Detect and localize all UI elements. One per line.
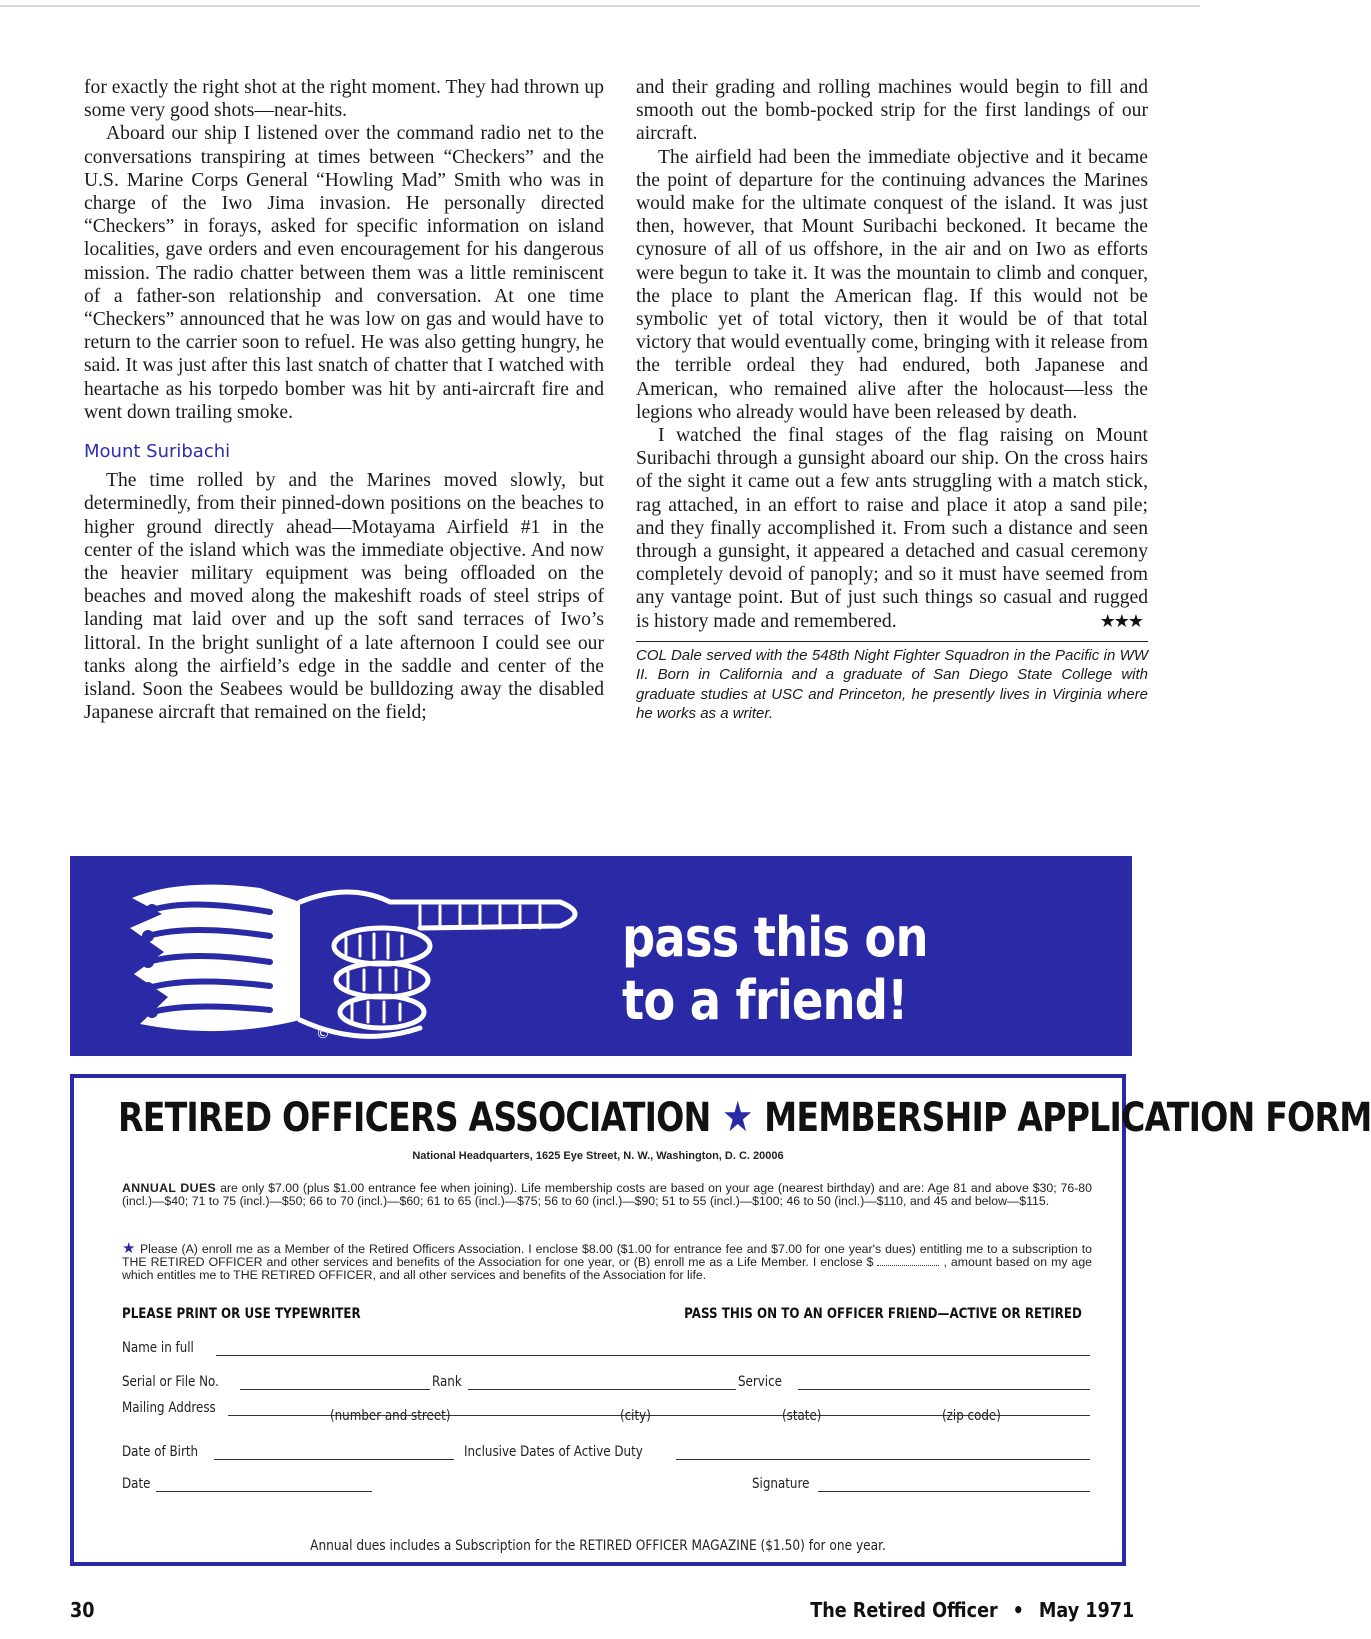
page-number: 30 [70,1598,95,1622]
annual-dues-footnote: Annual dues includes a Subscription for the RETIRED OFFICER MAGAZINE ($1.50) for one year. [310,1538,886,1554]
footer-separator: • [1012,1598,1024,1622]
form-title-left: RETIRED OFFICERS ASSOCIATION [118,1095,711,1141]
rank-label: Rank [432,1374,462,1390]
print-instruction: PLEASE PRINT OR USE TYPEWRITER [122,1306,361,1322]
article-left-column [84,76,604,724]
issue-date: May 1971 [1038,1598,1134,1622]
name-line[interactable] [216,1355,1090,1356]
slogan-line-1: pass this on [622,906,928,969]
slogan-line-2: to a friend! [622,969,908,1032]
name-label: Name in full [122,1340,194,1356]
rank-line[interactable] [468,1389,736,1390]
birth-line[interactable] [214,1459,454,1460]
author-bio: COL Dale served with the 548th Night Fighter Squadron in the Pacific in WW II. Born in California and a graduate of San Diego State College with graduate studies at USC and Princeton, he presently lives in Virginia where he works as a writer. [636,641,1148,724]
article-right-column [636,76,1148,724]
membership-application-form [70,1074,1371,1566]
amount-blank[interactable] [877,1265,939,1266]
serial-label: Serial or File No. [122,1374,219,1390]
date-signature-row [122,1472,1090,1494]
active-duty-line[interactable] [676,1459,1090,1460]
form-title [118,1092,1371,1141]
address-label: Mailing Address [122,1400,216,1416]
paragraph: Aboard our ship I listened over the command radio net to the conversations transpiring at times between “Checkers” and the U.S. Marine Corps General “Howling Mad” Smith who was in charge of the Iwo Jima invasion. He personally directed “Checkers” in forays, asked for specific information on island localities, gave orders and even encouragement for his dangerous mission. The radio chatter between them was a little reminiscent of a father-son relationship and conversation. At one time “Checkers” announced that he was low on gas and would have to return to the carrier soon to refuel. He was also getting hungry, he said. It was just after this last snatch of chatter that I watched with heartache as his torpedo bomber was hit by anti-aircraft fire and went down trailing smoke. [84,123,604,423]
star-icon: ★ [722,1092,753,1141]
active-duty-label: Inclusive Dates of Active Duty [464,1444,643,1460]
copyright-mark: © [316,1026,330,1042]
paragraph: The time rolled by and the Marines moved slowly, but determinedly, from their pinned-down positions on the beaches to higher ground directly ahead—Motayama Airfield #1 in the center of the island which was the immediate objective. And now the heavier military equipment was being offloaded on the beaches and moved along the makeshift roads of steel strips of landing mat laid over and up the soft sand terraces of Iwo’s littoral. In the bright sunlight of a late afternoon I could see our tanks along the airfield’s edge in the saddle and center of the island. Soon the Seabees would be bulldozing away the disabled Japanese aircraft that remained on the field; [84,470,604,724]
star-icon: ★ [122,1240,136,1257]
paragraph: The airfield had been the immediate objective and it became the point of departure for the continuing advances the Marines would make for the ultimate conquest of the island. It was just then, however, that Mount Suribachi beckoned. It became the cynosure of all of us offshore, in the air and on Iwo as efforts were begun to take it. It was the mountain to climb and conquer, the place to plant the American flag. If this would not be symbolic yet of total victory, then it would be of that total victory that would eventually come, bringing with it release from the terrible ordeal they had endured, both Japanese and American, who remained alive after the holocaust—less the legions who already would have been released by death. [636,146,1148,423]
birth-duty-row [122,1440,1090,1462]
service-line[interactable] [798,1389,1090,1390]
dues-lead: ANNUAL DUES [122,1181,217,1195]
signature-label: Signature [752,1476,810,1492]
caption-street: (number and street) [330,1408,451,1424]
paragraph-text: I watched the final stages of the flag raising on Mount Suribachi through a gunsight aboard our ship. On the cross hairs of the sight it came out a few ants struggling with a match stick, rag attached, in an effort to raise and place it atop a sand pile; and they finally accomplished it. From such a distance and seen through a gunsight, it appeared a detached and casual ceremony completely devoid of panoply; and so it must have seemed from any vantage point. But of just such things so casual and rugged is history made and remembered. [636,425,1148,632]
dues-body: are only $7.00 (plus $1.00 entrance fee when joining). Life membership costs are based on your age (nearest birthday) and are: Age 81 and above $30; 76-80 (incl.)—$40; 71 to 75 (incl.)—$50; 66 to 70 (incl.)—$60; 61 to 65 (incl.)—$75; 56 to 60 (incl.)—$90; 51 to 55 (incl.)—$100; 46 to 50 (incl.)—$110, and 45 and below—$115. [122,1181,1092,1208]
date-label: Date [122,1476,151,1492]
headquarters-address: National Headquarters, 1625 Eye Street, N. W., Washington, D. C. 20006 [412,1150,784,1162]
caption-zip: (zip code) [942,1408,1001,1424]
caption-state: (state) [782,1408,822,1424]
enrollment-text [122,1242,1092,1282]
date-line[interactable] [156,1491,372,1492]
page-top-rule [0,5,1200,7]
banner-slogan [622,906,928,1032]
name-row [122,1336,1090,1358]
form-title-right: MEMBERSHIP APPLICATION FORM [764,1095,1371,1141]
enroll-part-b: , amount based on my age which entitles me to THE RETIRED OFFICER, and all other services and benefits of the Association for life. [122,1255,1093,1282]
end-mark-stars: ★★★ [1099,610,1142,632]
annual-dues-text [122,1182,1092,1208]
paragraph: for exactly the right shot at the right moment. They had thrown up some very good shots—near-hits. [84,77,604,122]
enroll-part-a: Please (A) enroll me as a Member of the Retired Officers Association. I enclose $8.00 ($1.00 for entrance fee and $7.00 for one year's dues) entitling me to a subscription to THE RETIRED OFFICER and other services and benefits of the Association for one year, or (B) enroll me as a Life Member. I enclose $ [122,1242,1092,1269]
section-subheading: Mount Suribachi [84,441,231,463]
paragraph: and their grading and rolling machines would begin to fill and smooth out the bomb-pocked strip for the first landings of our aircraft. [636,77,1148,145]
signature-line[interactable] [818,1491,1090,1492]
magazine-name: The Retired Officer [809,1598,998,1622]
service-label: Service [738,1374,782,1390]
magazine-footer [810,1598,1134,1622]
serial-line[interactable] [240,1389,430,1390]
pass-on-banner [70,856,1132,1056]
pass-on-instruction: PASS THIS ON TO AN OFFICER FRIEND—ACTIVE OR RETIRED [684,1306,1082,1322]
paragraph [636,424,1148,633]
birth-label: Date of Birth [122,1444,199,1460]
serial-rank-service-row [122,1370,1090,1392]
pointing-hand-icon [120,862,600,1052]
caption-city: (city) [620,1408,651,1424]
